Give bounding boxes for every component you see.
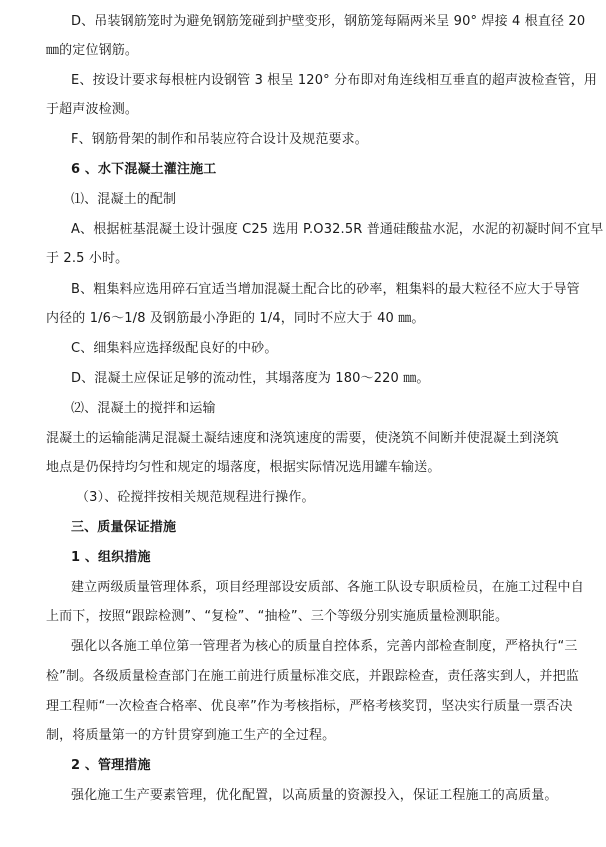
paragraph-line: ㎜的定位钢筋。 [46, 43, 139, 58]
paragraph-line: 地点是仍保持均匀性和规定的塌落度，根据实际情况选用罐车输送。 [46, 460, 441, 475]
paragraph-line: E、按设计要求每根桩内设钢管 3 根呈 120° 分布即对角连线相互垂直的超声波检查管，用 [71, 73, 598, 88]
paragraph-line: （3）、砼搅拌按相关规范规程进行操作。 [76, 490, 315, 505]
paragraph-line: 理工程师“一次检查合格率、优良率”作为考核指标，严格考核奖罚，坚决实行质量一票否决 [46, 699, 573, 714]
paragraph-line: D、混凝土应保证足够的流动性，其塌落度为 180～220 ㎜。 [71, 371, 430, 386]
paragraph-line: D、吊装钢筋笼时为避免钢筋笼碰到护壁变形，钢筋笼每隔两米呈 90° 焊接 4 根直径 20 [71, 14, 586, 29]
paragraph-line: 建立两级质量管理体系，项目经理部设安质部、各施工队设专职质检员，在施工过程中自 [71, 580, 584, 595]
section-heading: 1 、组织措施 [71, 550, 151, 565]
paragraph-line: 强化施工生产要素管理，优化配置，以高质量的资源投入，保证工程施工的高质量。 [71, 788, 558, 803]
paragraph-line: 于超声波检测。 [46, 102, 139, 117]
paragraph-line: 检”制。各级质量检查部门在施工前进行质量标准交底，并跟踪检查，责任落实到人，并把监 [46, 669, 579, 684]
paragraph-line: 上而下，按照“跟踪检测”、“复检”、“抽检”、三个等级分别实施质量检测职能。 [46, 609, 509, 624]
subsection-heading: ⑴、混凝土的配制 [71, 192, 177, 207]
paragraph-line: 于 2.5 小时。 [46, 251, 129, 266]
section-heading: 三、质量保证措施 [71, 520, 177, 535]
subsection-heading: ⑵、混凝土的搅拌和运输 [71, 401, 216, 416]
paragraph-line: 强化以各施工单位第一管理者为核心的质量自控体系，完善内部检查制度，严格执行“三 [71, 639, 578, 654]
paragraph-line: 混凝土的运输能满足混凝土凝结速度和浇筑速度的需要，使浇筑不间断并使混凝土到浇筑 [46, 431, 559, 446]
paragraph-line: C、细集料应选择级配良好的中砂。 [71, 341, 278, 356]
paragraph-line: A、根据桩基混凝土设计强度 C25 选用 P.O32.5R 普通硅酸盐水泥，水泥的初凝时间不宜早 [71, 222, 604, 237]
section-heading: 6 、水下混凝土灌注施工 [71, 162, 217, 177]
section-heading: 2 、管理措施 [71, 758, 151, 773]
paragraph-line: 制，将质量第一的方针贯穿到施工生产的全过程。 [46, 728, 336, 743]
paragraph-line: 内径的 1/6～1/8 及钢筋最小净距的 1/4，同时不应大于 40 ㎜。 [46, 311, 425, 326]
paragraph-line: F、钢筋骨架的制作和吊装应符合设计及规范要求。 [71, 132, 368, 147]
paragraph-line: B、粗集料应选用碎石宜适当增加混凝土配合比的砂率，粗集料的最大粒径不应大于导管 [71, 282, 580, 297]
